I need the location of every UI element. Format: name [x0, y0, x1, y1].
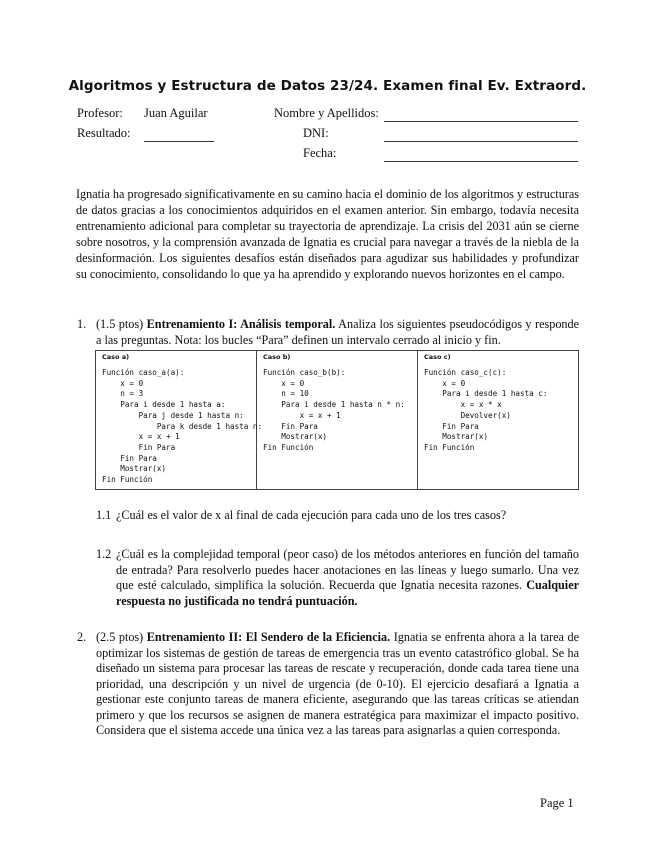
- dni-field[interactable]: [384, 141, 578, 142]
- q1-2-body: ¿Cuál es la complejidad temporal (peor caso) de los métodos anteriores en función del tamaño de entrada? Para resolverlo puedes hacer anotaciones en las líneas y luego sumarlo. Una vez que esté calculado, simplifica la solución. Recuerda que Ignatia necesita razones.: [116, 547, 579, 592]
- q1-2-text: [116, 547, 579, 609]
- q1-heading: Entrenamiento I: Análisis temporal.: [146, 317, 336, 331]
- q2-statement: [96, 630, 579, 739]
- page-number: Page 1: [540, 796, 574, 810]
- case-c-label: Caso c): [424, 353, 451, 361]
- q1-1-number: 1.1: [96, 508, 112, 522]
- q1-2-number: 1.2: [96, 547, 112, 561]
- q2-points: (2.5 ptos): [96, 630, 144, 644]
- q1-2-warning: Cualquier respuesta no justificada no tendrá puntuación.: [116, 578, 580, 608]
- q2-heading: Entrenamiento II: El Sendero de la Eficiencia.: [146, 630, 391, 644]
- intro-paragraph: Ignatia ha progresado significativamente en su camino hacia el dominio de los algoritmos y estructuras de datos gracias a los conocimientos adquiridos en el examen anterior. Sin embargo, todavía necesita entrenamiento adicional para completar su trayectoria de aprendizaje. La crisis del 2031 aún se cierne sobre nosotros, y la comprensión avanzada de Ignatia es crucial para navegar a través de la niebla de la desinformación. Los siguientes desafíos están diseñados para agudizar sus habilidades y profundizar su conocimiento, consolidando lo que ya ha aprendido y explorando nuevos horizontes en el campo.: [76, 187, 579, 281]
- q2-number: 2.: [77, 630, 87, 644]
- case-c-cell: [418, 351, 579, 490]
- fecha-label: Fecha:: [303, 146, 337, 160]
- code-table: [95, 350, 579, 490]
- q2-text: Ignatia se enfrenta ahora a la tarea de optimizar los sistemas de gestión de tareas de emergencia tras un evento catastrófico global. Se ha diseñado un sistema para procesar las tareas de rescate y recuperación, donde cada tarea tiene una prioridad, una descripción y un nivel de urgencia (de 0-10). El ejercicio desafiará a Ignatia a gestionar este conjunto tareas de manera eficiente, asegurando que las tareas críticas se atiendan primero y que los recursos se asignen de manera estratégica para maximizar el impacto positivo. Considera que el sistema accede una única vez a las tareas para asignarlas a quien corresponda.: [96, 630, 579, 737]
- nombre-field[interactable]: [384, 121, 578, 122]
- case-a-cell: [96, 351, 263, 490]
- case-c-code: Función caso_c(c): x = 0 Para i desde 1 hasta c: x = x * x Devolver(x) Fin Para Mostrar(x) Fin Función: [424, 368, 548, 452]
- resultado-label: Resultado:: [77, 126, 131, 140]
- fecha-field[interactable]: [384, 161, 578, 162]
- q1-1-text: ¿Cuál es el valor de x al final de cada ejecución para cada uno de los tres casos?: [116, 508, 507, 522]
- nombre-label: Nombre y Apellidos:: [274, 106, 379, 120]
- case-b-cell: [257, 351, 418, 490]
- profesor-label: Profesor:: [77, 106, 123, 120]
- case-b-code: Función caso_b(b): x = 0 n = 10 Para i desde 1 hasta n * n: x = x + 1 Fin Para Mostrar(x) Fin Función: [263, 368, 405, 452]
- resultado-field[interactable]: [144, 141, 214, 142]
- case-b-label: Caso b): [263, 353, 291, 361]
- q1-text: Analiza los siguientes pseudocódigos y responde a las preguntas. Nota: los bucles “Para” definen un intervalo cerrado al inicio y fin.: [96, 317, 580, 347]
- profesor-value: Juan Aguilar: [144, 106, 208, 120]
- dni-label: DNI:: [303, 126, 329, 140]
- case-a-label: Caso a): [102, 353, 130, 361]
- exam-title: Algoritmos y Estructura de Datos 23/24. Examen final Ev. Extraord.: [68, 78, 587, 94]
- q1-points: (1.5 ptos): [96, 317, 144, 331]
- q1-number: 1.: [77, 317, 87, 331]
- q1-statement: [96, 317, 579, 348]
- case-a-code: Función caso_a(a): x = 0 n = 3 Para i desde 1 hasta a: Para j desde 1 hasta n: Para k desde 1 hasta n: x = x + 1 Fin Para Fin Para Mostrar(x) Fin Función: [102, 368, 263, 485]
